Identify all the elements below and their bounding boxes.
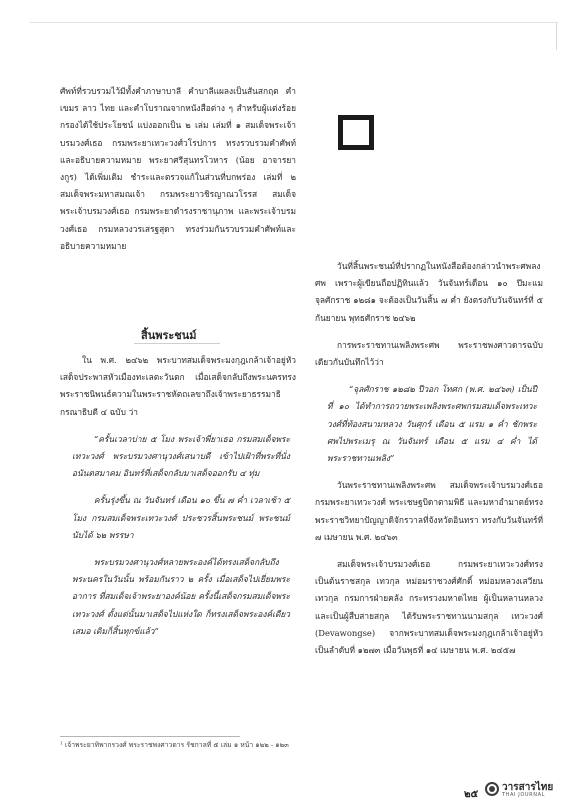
heading-divider: [134, 343, 220, 344]
right-paragraph-5: สมเด็จพระเจ้าบรมวงศ์เธอ กรมพระยาเทวะวงศ์ทรงเป็นต้นราชสกุล เทวกุล หม่อมราชวงศ์ศักดิ์ หม่อมหลวงเสวียน เทวกุล กรมการฝ่ายคลัง กระทรวงมหาดไทย ผู้เป็นหลานหลวงและเป็นผู้สืบสายสกุล ได้รับพระราชทานนามสกุล เทวะวงศ์ (Devawongse) จากพระบาทสมเด็จพระมงกุฎเกล้าเจ้าอยู่หัว เป็นลำดับที่ ๑๒๗๓ เมื่อวันพุธที่ ๑๔ เมษายน พ.ศ. ๒๔๕๗: [315, 559, 543, 656]
right-border-line: [556, 22, 557, 50]
right-paragraph-4: วันพระราชทานเพลิงพระศพ สมเด็จพระเจ้าบรมวงศ์เธอ กรมพระยาเทวะวงศ์ พระเชษฐบิดาตามพิธี และมหาอำมาตย์ทรงพระราชวิทยาปัญญาดิจักรวาลที่จังหวัดอินทรา ทรงกับวันจันทร์ที่ ๗ เมษายน พ.ศ. ๒๔๖๓: [315, 480, 543, 542]
right-quote: “จุลศักราช ๑๒๘๒ ปีวอก โทศก (พ.ศ. ๒๔๖๓) เป็นปีที่ ๑๐ ได้ทำการถวายพระเพลิงพระศพกรมสมเด็จพระเทวะวงศ์ที่ท้องสนามหลวง วันศุกร์ เดือน ๕ แรม ๑ ค่ำ ชักพระศพไปพระเมรุ ณ วันจันทร์ เดือน ๕ แรม ๔ ค่ำ ได้พระราชทานเพลิง”: [327, 384, 537, 464]
logo-subtitle: THAI JOURNAL: [502, 792, 545, 798]
right-paragraph-2: การพระราชทานเพลิงพระศพ พระราชพงศาวดารฉบับเดียวกันบันทึกไว้ว่า: [315, 339, 543, 368]
journal-logo: [485, 779, 553, 801]
left-paragraph-1: ศัพท์ที่รวบรวมไว้มีทั้งคำภาษาบาลี คำบาลีแผลงเป็นสันสกฤต คำเขมร ลาว ไทย และคำโบราณจากหนังสือต่าง ๆ สำหรับผู้แต่งร้อยกรองได้ใช้ประโยชน์ แบ่งออกเป็น ๒ เล่ม เล่มที่ ๑ สมเด็จพระเจ้าบรมวงศ์เธอ กรมพระยาเทวะวงศ์วโรปการ ทรงรวบรวมคำศัพท์และอธิบายความหมาย พระยาศรีสุนทรโวหาร (น้อย อาจารยางกูร) ได้เพิ่มเติม ชำระและตรวจแก้ในส่วนที่บกพร่อง เล่มที่ ๒ สมเด็จพระมหาสมณเจ้า กรมพระยาวชิรญาณวโรรส สมเด็จพระเจ้าบรมวงศ์เธอ กรมพระยาดำรงราชานุภาพ และพระเจ้าบรมวงศ์เธอ กรมหลวงวรเสรฐสุดา ทรงร่วมกันรวบรวมคำศัพท์และอธิบายความหมาย: [60, 86, 296, 251]
page-number: ๒๕: [464, 789, 479, 800]
square-ornament-icon: [338, 115, 374, 150]
section-heading: สิ้นพระชนม์: [141, 329, 197, 342]
footnote-divider: [60, 736, 240, 737]
left-quote-1: “ครั้นเวลาบ่าย ๕ โมง พระเจ้าพี่ยาเธอ กรมสมเด็จพระเทวะวงศ์ พระบรมวงศานุวงศ์เสนาบดี เข้าไปเฝ้าที่พระที่นั่งอนันตสมาคม อินทร์ที่เสด็จกลับมาเสด็จออกรับ ๔ ทุ่ม: [72, 433, 290, 479]
logo-name: วารสารไทย: [502, 782, 554, 793]
left-quote-2: ครั้นรุ่งขึ้น ณ วันจันทร์ เดือน ๑๐ ขึ้น ๗ ค่ำ เวลาเช้า ๕ โมง กรมสมเด็จพระเทวะวงศ์ ประชวรสิ้นพระชนม์ พระชนม์นับได้ ๖๒ พรรษา: [72, 495, 290, 540]
right-paragraph-1: วันที่สิ้นพระชนม์ที่ปรากฏในหนังสือต้องกล่าวนำพระศพลงศพ เพราะผู้เขียนถือปฏิทินแล้ว วันจันทร์เดือน ๑๐ ปีมะแม จุลศักราช ๑๒๘๑ จะต้องเป็นวันสิ้น ๗ ค่ำ ยังตรงกับวันจันทร์ที่ ๕ กันยายน พุทธศักราช ๒๔๖๒: [315, 261, 543, 323]
right-text-column: [315, 258, 543, 659]
left-text-column: [60, 83, 296, 255]
footnote: ¹ เจ้าพระยาทิพากรวงศ์ พระราชพงศาวดาร รัชกาลที่ ๕ เล่ม ๑ หน้า ๑๒๒ - ๑๒๓: [60, 741, 289, 749]
top-border-line: [30, 22, 558, 23]
logo-emblem-icon: [485, 782, 499, 796]
left-paragraph-3: พระบรมวงศานุวงศ์หลายพระองค์ได้ทรงเสด็จกลับถึงพระนครในวันนั้น พร้อมกันราว ๒ ครั้ง เมื่อเสด็จไปเยี่ยมพระอาการ ที่สมเด็จเจ้าพระยาองค์น้อย ครั้งนี้เสด็จกรมสมเด็จพระเทวะวงศ์ ตั้งแต่นั้นมาเสด็จไปแห่งใด ก็ทรงเสด็จพระองค์เดียวเสมอ เดิมก็สิ้นทุกข์แล้ว”: [72, 557, 290, 636]
left-paragraph-2: ใน พ.ศ. ๒๔๖๒ พระบาทสมเด็จพระมงกุฎเกล้าเจ้าอยู่หัว เสด็จประพาสหัวเมืองทะเลตะวันตก เมื่อเสด็จกลับถึงพระนครทรงพระราชนิพนธ์ความในพระราชหัตถเลขาถึงเจ้าพระยาธรรมาธิกรณาธิบดี ๔ ฉบับ ว่า: [60, 355, 296, 417]
left-text-column-lower: [60, 352, 296, 640]
